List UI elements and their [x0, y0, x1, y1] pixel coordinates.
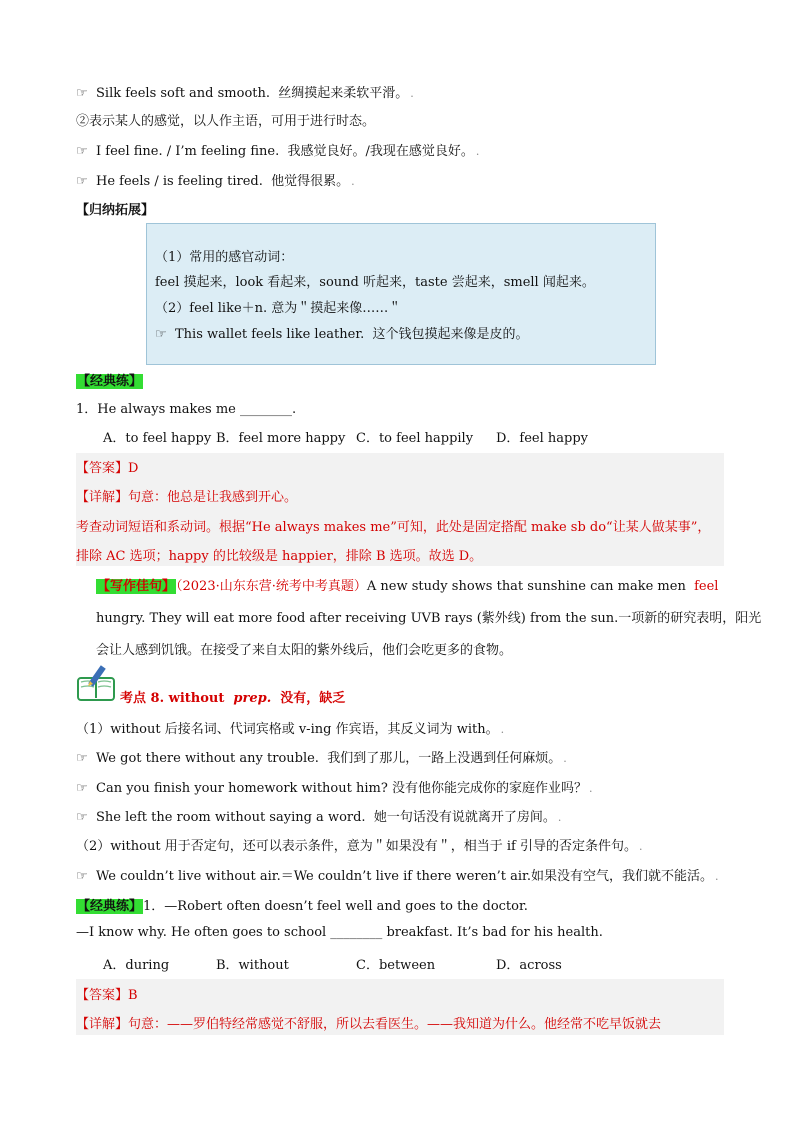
rule-line: ②表示某人的感觉，以人作主语，可用于进行时态。 [76, 114, 376, 129]
writing-line: 【写作佳句】（2023·山东东营·统考中考真题）A new study shows that sunshine can make men feel [97, 579, 719, 594]
option-a: A．to feel happy [103, 431, 212, 446]
option-b: B．without [216, 958, 289, 973]
detail-line: 【详解】句意：他总是让我感到开心。 [76, 490, 298, 505]
pointing-hand-icon: ☞ [76, 810, 88, 825]
question: —I know why. He often goes to school ________ breakfast. It’s bad for his health. [76, 925, 603, 940]
example-line: ☞ She left the room without saying a word. 她一句话没有说就离开了房间。 . [76, 810, 562, 825]
question: 1．He always makes me ________. [76, 402, 297, 417]
answer-line: 【答案】D [76, 461, 139, 476]
example-line: ☞ I feel fine. / I’m feeling fine. 我感觉良好。/我现在感觉良好。 . [76, 144, 480, 159]
pointing-hand-icon: ☞ [76, 144, 88, 159]
exercise-question: 【经典练】1．—Robert often doesn’t feel well and goes to the doctor. [77, 899, 528, 914]
example-line: ☞ We couldn’t live without air.＝We couldn’t live if there weren’t air.如果没有空气，我们就不能活。 . [76, 869, 719, 884]
box-example: ☞ This wallet feels like leather. 这个钱包摸起来像是皮的。 [155, 327, 529, 342]
writing-line: 会让人感到饥饿。在接受了来自太阳的紫外线后，他们会吃更多的食物。 [96, 643, 513, 658]
detail-line: 考查动词短语和系动词。根据“He always makes me”可知，此处是固定搭配 make sb do“让某人做某事”， [76, 520, 711, 535]
summary-heading: 【归纳拓展】 [76, 203, 155, 218]
option-c: C．to feel happily [356, 431, 474, 446]
example-line: ☞ He feels / is feeling tired. 他觉得很累。 . [76, 174, 355, 189]
detail-line: 排除 AC 选项；happy 的比较级是 happier，排除 B 选项。故选 D。 [76, 549, 483, 564]
option-d: D．across [496, 958, 562, 973]
pointing-hand-icon: ☞ [76, 781, 88, 796]
exercise-tag: 【经典练】 [77, 374, 143, 389]
example-line: ☞ Can you finish your homework without him? 没有他你能完成你的家庭作业吗？ . [76, 781, 593, 796]
pointing-hand-icon: ☞ [76, 751, 88, 766]
rule-line: （2）without 用于否定句，还可以表示条件，意为＂如果没有＂，相当于 if 引导的否定条件句。 . [76, 839, 643, 854]
option-a: A．during [103, 958, 170, 973]
box-line: feel 摸起来，look 看起来，sound 听起来，taste 尝起来，smell 闻起来。 [155, 275, 595, 290]
rule-line: （1）without 后接名词、代词宾格或 v-ing 作宾语，其反义词为 with。 . [76, 722, 505, 737]
detail-line: 【详解】句意：——罗伯特经常感觉不舒服，所以去看医生。——我知道为什么。他经常不吃早饭就去 [76, 1017, 662, 1032]
answer-line: 【答案】B [76, 988, 138, 1003]
keypoint-title: 考点 8. without prep. 没有，缺乏 [120, 691, 346, 706]
book-pencil-icon [76, 664, 116, 702]
pointing-hand-icon: ☞ [155, 327, 167, 342]
option-b: B．feel more happy [216, 431, 346, 446]
box-line: （2）feel like＋n. 意为＂摸起来像……＂ [155, 301, 402, 316]
option-d: D．feel happy [496, 431, 589, 446]
writing-line: hungry. They will eat more food after receiving UVB rays (紫外线) from the sun.一项新的研究表明，阳光 [96, 611, 762, 626]
summary-box [146, 223, 656, 365]
box-line: （1）常用的感官动词： [155, 250, 294, 265]
pointing-hand-icon: ☞ [76, 86, 88, 101]
pointing-hand-icon: ☞ [76, 869, 88, 884]
example-line: ☞ Silk feels soft and smooth. 丝绸摸起来柔软平滑。 . [76, 86, 414, 101]
option-c: C．between [356, 958, 436, 973]
pointing-hand-icon: ☞ [76, 174, 88, 189]
example-line: ☞ We got there without any trouble. 我们到了那儿，一路上没遇到任何麻烦。 . [76, 751, 567, 766]
